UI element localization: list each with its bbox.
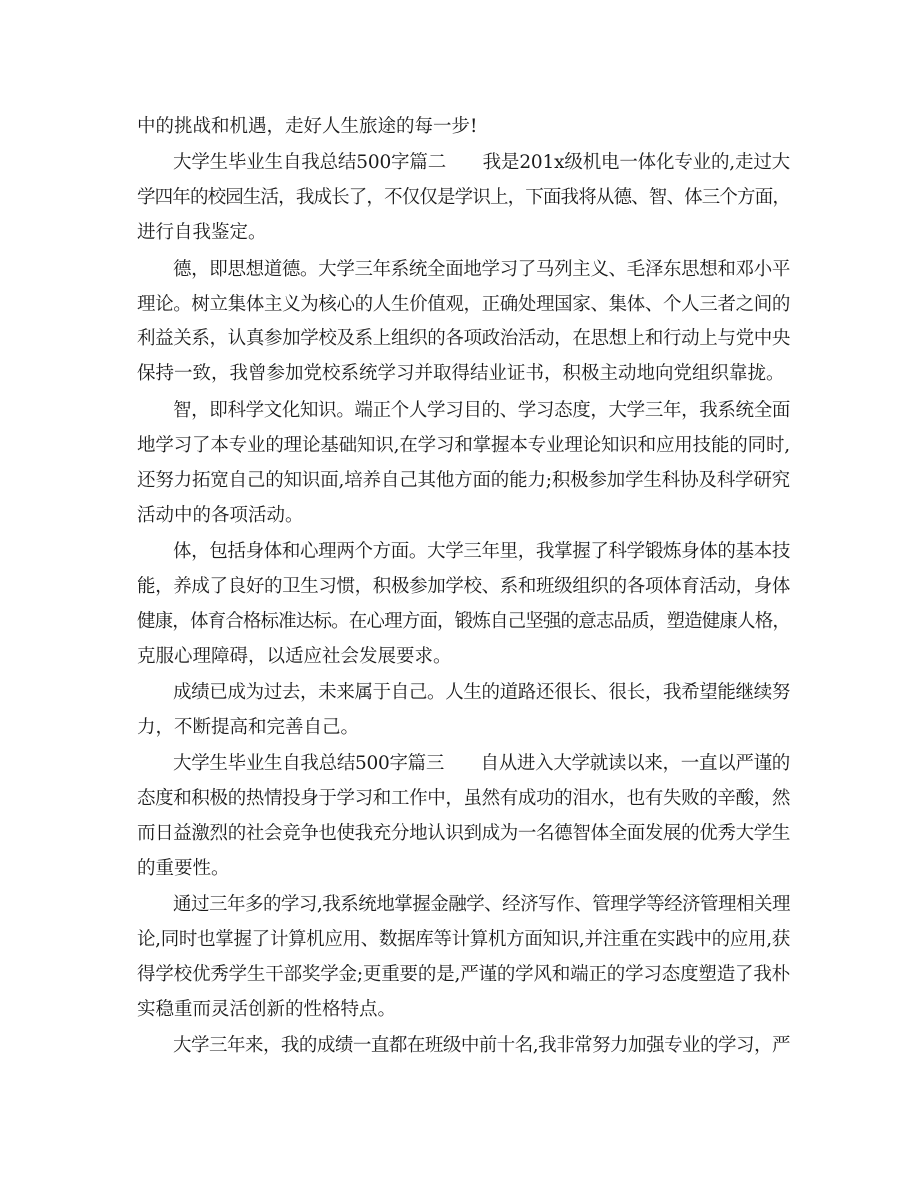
text-line-content: 得学校优秀学生干部奖学金;更重要的是,严谨的学风和端正的学习态度塑造了我朴 [137,964,790,985]
text-line-content: 理论。树立集体主义为核心的人生价值观，正确处理国家、集体、个人三者之间的 [137,294,790,315]
text-line-content: 利益关系，认真参加学校及系上组织的各项政治活动，在思想上和行动上与党中央 [137,328,790,349]
text-line-content: 保持一致，我曾参加党校系统学习并取得结业证书，积极主动地向党组织靠拢。 [137,363,785,384]
text-line-content: 进行自我鉴定。 [137,222,267,243]
text-line [0,1031,920,1061]
text-line [0,678,920,708]
text-line-content: 克服心理障碍，以适应社会发展要求。 [137,646,452,667]
text-line [0,466,920,496]
text-line-content: 实稳重而灵活创新的性格特点。 [137,999,397,1020]
text-line [0,537,920,567]
text-line [0,431,920,461]
text-line-content: 中的挑战和机遇，走好人生旅途的每一步! [137,116,478,137]
text-line [0,960,920,990]
text-line-content: 活动中的各项活动。 [137,505,304,526]
text-line [0,784,920,814]
text-line [0,749,920,779]
text-line-content: 能，养成了良好的卫生习惯，积极参加学校、系和班级组织的各项体育活动，身体 [137,576,790,597]
text-line [0,995,920,1025]
section-heading-line: 大学生毕业生自我总结500字篇二 我是201x级机电一体化专业的,走过大 [173,152,790,173]
text-line [0,290,920,320]
text-line [0,359,920,389]
text-line [0,854,920,884]
text-line-content: 通过三年多的学习,我系统地掌握金融学、经济写作、管理学等经济管理相关理 [173,894,790,915]
text-line [0,572,920,602]
section-heading-line: 大学生毕业生自我总结500字篇三 自从进入大学就读以来，一直以严谨的 [173,753,790,774]
text-line [0,501,920,531]
text-line-content: 德，即思想道德。大学三年系统全面地学习了马列主义、毛泽东思想和邓小平 [173,259,790,280]
text-line [0,713,920,743]
text-line [0,112,920,142]
text-line [0,324,920,354]
text-line-content: 力，不断提高和完善自己。 [137,717,360,738]
text-line [0,642,920,672]
text-line [0,925,920,955]
text-line-content: 体，包括身体和心理两个方面。大学三年里，我掌握了科学锻炼身体的基本技 [173,541,790,562]
text-line-content: 健康，体育合格标准达标。在心理方面，锻炼自己坚强的意志品质，塑造健康人格， [137,611,790,632]
text-line-content: 的重要性。 [137,858,230,879]
text-line-content: 论,同时也掌握了计算机应用、数据库等计算机方面知识,并注重在实践中的应用,获 [137,929,790,950]
text-line-content: 智，即科学文化知识。端正个人学习目的、学习态度，大学三年，我系统全面 [173,400,790,421]
text-line-content: 学四年的校园生活，我成长了，不仅仅是学识上，下面我将从德、智、体三个方面， [137,187,790,208]
text-line-content: 态度和积极的热情投身于学习和工作中，虽然有成功的泪水，也有失败的辛酸，然 [137,788,790,809]
text-line [0,396,920,426]
text-line-content: 还努力拓宽自己的知识面,培养自己其他方面的能力;积极参加学生科协及科学研究 [137,470,790,491]
text-line [0,607,920,637]
text-line [0,255,920,285]
text-line [0,218,920,248]
text-line-content: 大学三年来，我的成绩一直都在班级中前十名,我非常努力加强专业的学习，严 [173,1035,790,1056]
text-line [0,183,920,213]
text-line [0,148,920,178]
text-line-content: 而日益激烈的社会竞争也使我充分地认识到成为一名德智体全面发展的优秀大学生 [137,823,790,844]
text-line [0,819,920,849]
text-line [0,890,920,920]
text-line-content: 成绩已成为过去，未来属于自己。人生的道路还很长、很长，我希望能继续努 [173,682,790,703]
text-line-content: 地学习了本专业的理论基础知识,在学习和掌握本专业理论知识和应用技能的同时, [137,435,790,456]
